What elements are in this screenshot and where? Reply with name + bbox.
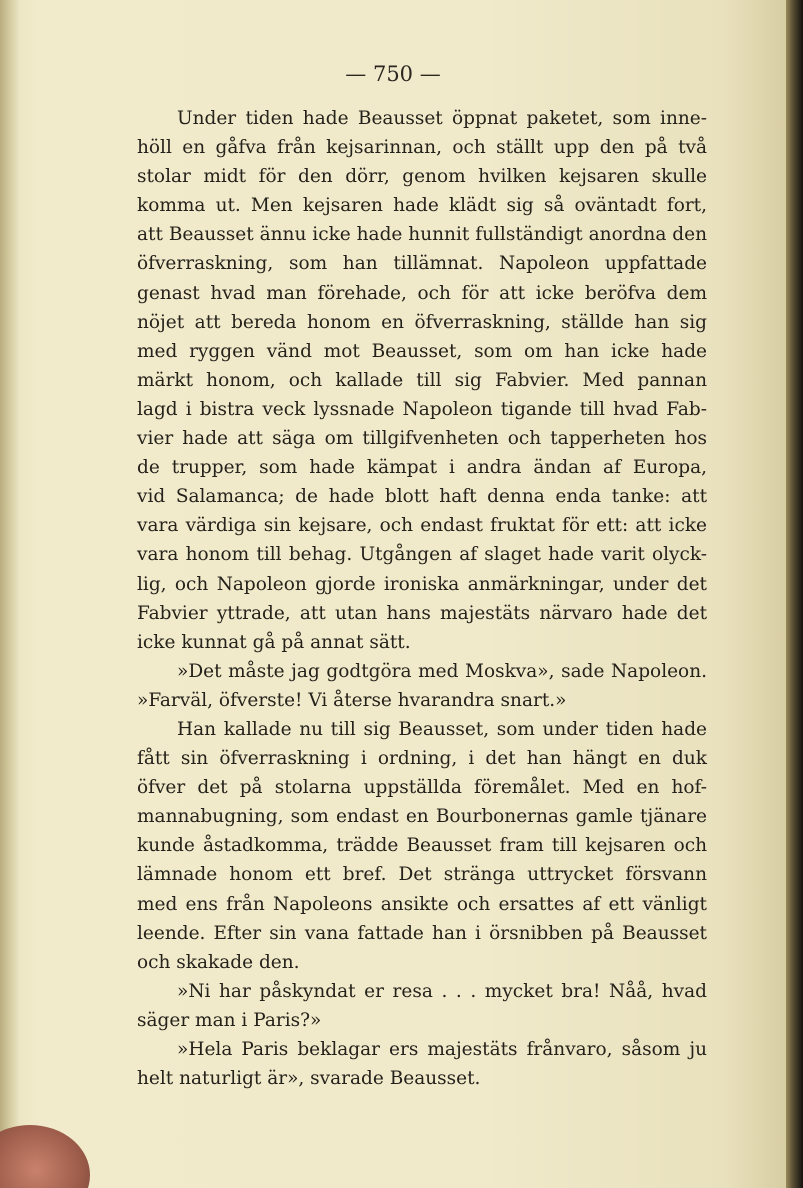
text-line: vid Salamanca; de hade blott haft denna enda tanke: att (137, 486, 707, 508)
text-line: säger man i Paris?» (137, 1009, 322, 1031)
text-line: »Det måste jag godtgöra med Moskva», sade Napoleon. (177, 660, 707, 682)
text-line: Fabvier yttrade, att utan hans majestäts närvaro hade det (137, 602, 707, 624)
text-line: fått sin öfverraskning i ordning, i det han hängt en duk (137, 748, 707, 770)
text-line: helt naturligt är», svarade Beausset. (137, 1068, 481, 1090)
text-line: Han kallade nu till sig Beausset, som under tiden hade (177, 718, 707, 740)
text-line: vara värdiga sin kejsare, och endast fruktat för ett: att icke (137, 515, 707, 537)
thumb-holding-page (0, 1125, 90, 1188)
text-line: stolar midt för den dörr, genom hvilken kejsaren skulle (137, 166, 707, 188)
text-line: öfverraskning, som han tillämnat. Napoleon uppfattade (137, 253, 707, 275)
text-line: icke kunnat gå på annat sätt. (137, 631, 411, 653)
text-line: märkt honom, och kallade till sig Fabvier. Med pannan (137, 369, 707, 391)
text-line: öfver det på stolarna uppställda föremålet. Med en hof- (137, 777, 707, 799)
book-edge (786, 0, 803, 1188)
text-line: nöjet att bereda honom en öfverraskning, ställde han sig (137, 311, 707, 333)
page-gutter-shadow (0, 0, 20, 1188)
text-line: »Hela Paris beklagar ers majestäts frånvaro, såsom ju (177, 1039, 707, 1060)
text-line: »Ni har påskyndat er resa . . . mycket bra! Nåå, hvad (177, 980, 707, 1002)
text-line: att Beausset ännu icke hade hunnit fullständigt anordna den (137, 224, 707, 246)
text-line: vier hade att säga om tillgifvenheten och tapperheten hos (137, 428, 707, 450)
text-line: Under tiden hade Beausset öppnat paketet, som inne- (177, 108, 707, 129)
text-line: och skakade den. (137, 951, 300, 973)
text-line: genast hvad man förehade, och för att icke beröfva dem (137, 282, 707, 304)
text-line: lig, och Napoleon gjorde ironiska anmärkningar, under det (137, 573, 707, 595)
text-line: lagd i bistra veck lyssnade Napoleon tigande till hvad Fab- (137, 398, 707, 420)
text-line: leende. Efter sin vana fattade han i örsnibben på Beausset (137, 922, 707, 944)
text-line: komma ut. Men kejsaren hade klädt sig så oväntadt fort, (137, 195, 707, 217)
body-text (137, 104, 707, 1093)
text-line: kunde åstadkomma, trädde Beausset fram till kejsaren och (137, 835, 707, 857)
text-line: mannabugning, som endast en Bourbonernas gamle tjänare (137, 806, 707, 828)
text-line: med ens från Napoleons ansikte och ersattes af ett vänligt (137, 893, 707, 915)
page-number: — 750 — (345, 62, 441, 86)
text-line: »Farväl, öfverste! Vi återse hvarandra snart.» (137, 689, 567, 711)
text-line: vara honom till behag. Utgången af slaget hade varit olyck- (137, 544, 707, 566)
text-line: höll en gåfva från kejsarinnan, och ställt upp den på två (137, 137, 707, 159)
text-line: med ryggen vänd mot Beausset, som om han icke hade (137, 340, 707, 362)
text-line: lämnade honom ett bref. Det stränga uttrycket försvann (137, 864, 707, 886)
text-line: de trupper, som hade kämpat i andra ändan af Europa, (137, 457, 707, 479)
